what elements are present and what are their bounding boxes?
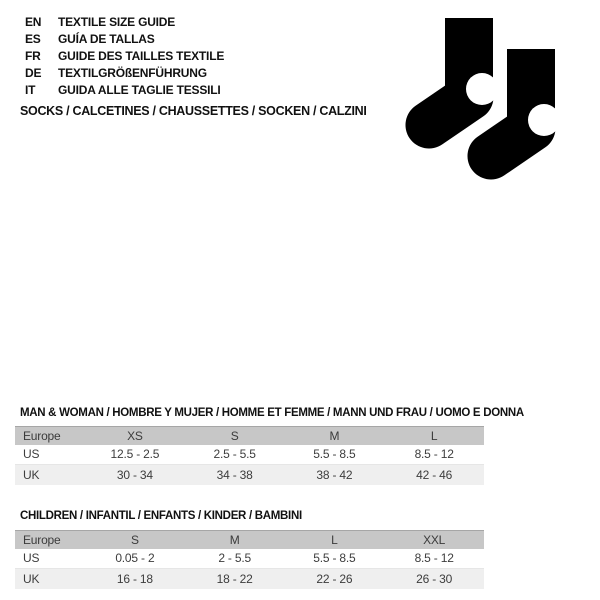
column-header-m: M [329,428,340,443]
column-header-europe: Europe [23,428,61,443]
guide-title-de: TEXTILGRÖßENFÜHRUNG [58,66,207,80]
category-line: SOCKS / CALCETINES / CHAUSSETTES / SOCKEN / CALZINI [20,104,367,118]
language-code: EN [25,15,42,29]
size-value: 38 - 42 [316,467,353,482]
size-table-children [15,530,484,589]
guide-title-en: TEXTILE SIZE GUIDE [58,15,176,29]
column-header-xs: XS [127,428,143,443]
column-header-s: S [230,428,239,443]
size-value: 16 - 18 [116,571,153,586]
row-label: UK [23,467,40,482]
size-value: 42 - 46 [416,467,453,482]
size-value: 2.5 - 5.5 [213,447,256,462]
row-label: US [23,551,40,566]
table-row-uk [15,569,484,589]
size-value: 22 - 26 [316,571,353,586]
guide-title-es: GUÍA DE TALLAS [58,32,155,46]
column-header-europe: Europe [23,532,61,547]
sock-right [491,49,560,156]
size-value: 18 - 22 [216,571,253,586]
size-value: 0.05 - 2 [115,551,155,566]
table-header-row [15,531,484,549]
language-code: ES [25,32,41,46]
size-value: 8.5 - 12 [414,447,454,462]
socks-icon [0,0,600,200]
column-header-l: L [331,532,338,547]
table-title-man-woman: MAN & WOMAN / HOMBRE Y MUJER / HOMME ET FEMME / MANN UND FRAU / UOMO E DONNA [20,407,524,419]
sock-left [429,18,498,125]
column-header-xxl: XXL [423,532,446,547]
language-code: IT [25,83,36,97]
size-table-man-woman [15,426,484,485]
column-header-m: M [229,532,240,547]
size-value: 2 - 5.5 [218,551,251,566]
row-label: US [23,447,40,462]
column-header-s: S [130,532,139,547]
table-row-us [15,549,484,569]
size-value: 26 - 30 [416,571,453,586]
row-label: UK [23,571,40,586]
table-row-uk [15,465,484,485]
language-code: DE [25,66,42,80]
table-row-us [15,445,484,465]
size-value: 8.5 - 12 [414,551,454,566]
table-header-row [15,427,484,445]
guide-title-it: GUIDA ALLE TAGLIE TESSILI [58,83,221,97]
size-value: 12.5 - 2.5 [110,447,160,462]
size-value: 30 - 34 [116,467,153,482]
table-title-children: CHILDREN / INFANTIL / ENFANTS / KINDER / BAMBINI [20,510,302,522]
size-value: 5.5 - 8.5 [313,551,356,566]
column-header-l: L [430,428,438,443]
size-value: 5.5 - 8.5 [313,447,356,462]
guide-title-fr: GUIDE DES TAILLES TEXTILE [58,49,225,63]
language-code: FR [25,49,41,63]
size-value: 34 - 38 [216,467,253,482]
